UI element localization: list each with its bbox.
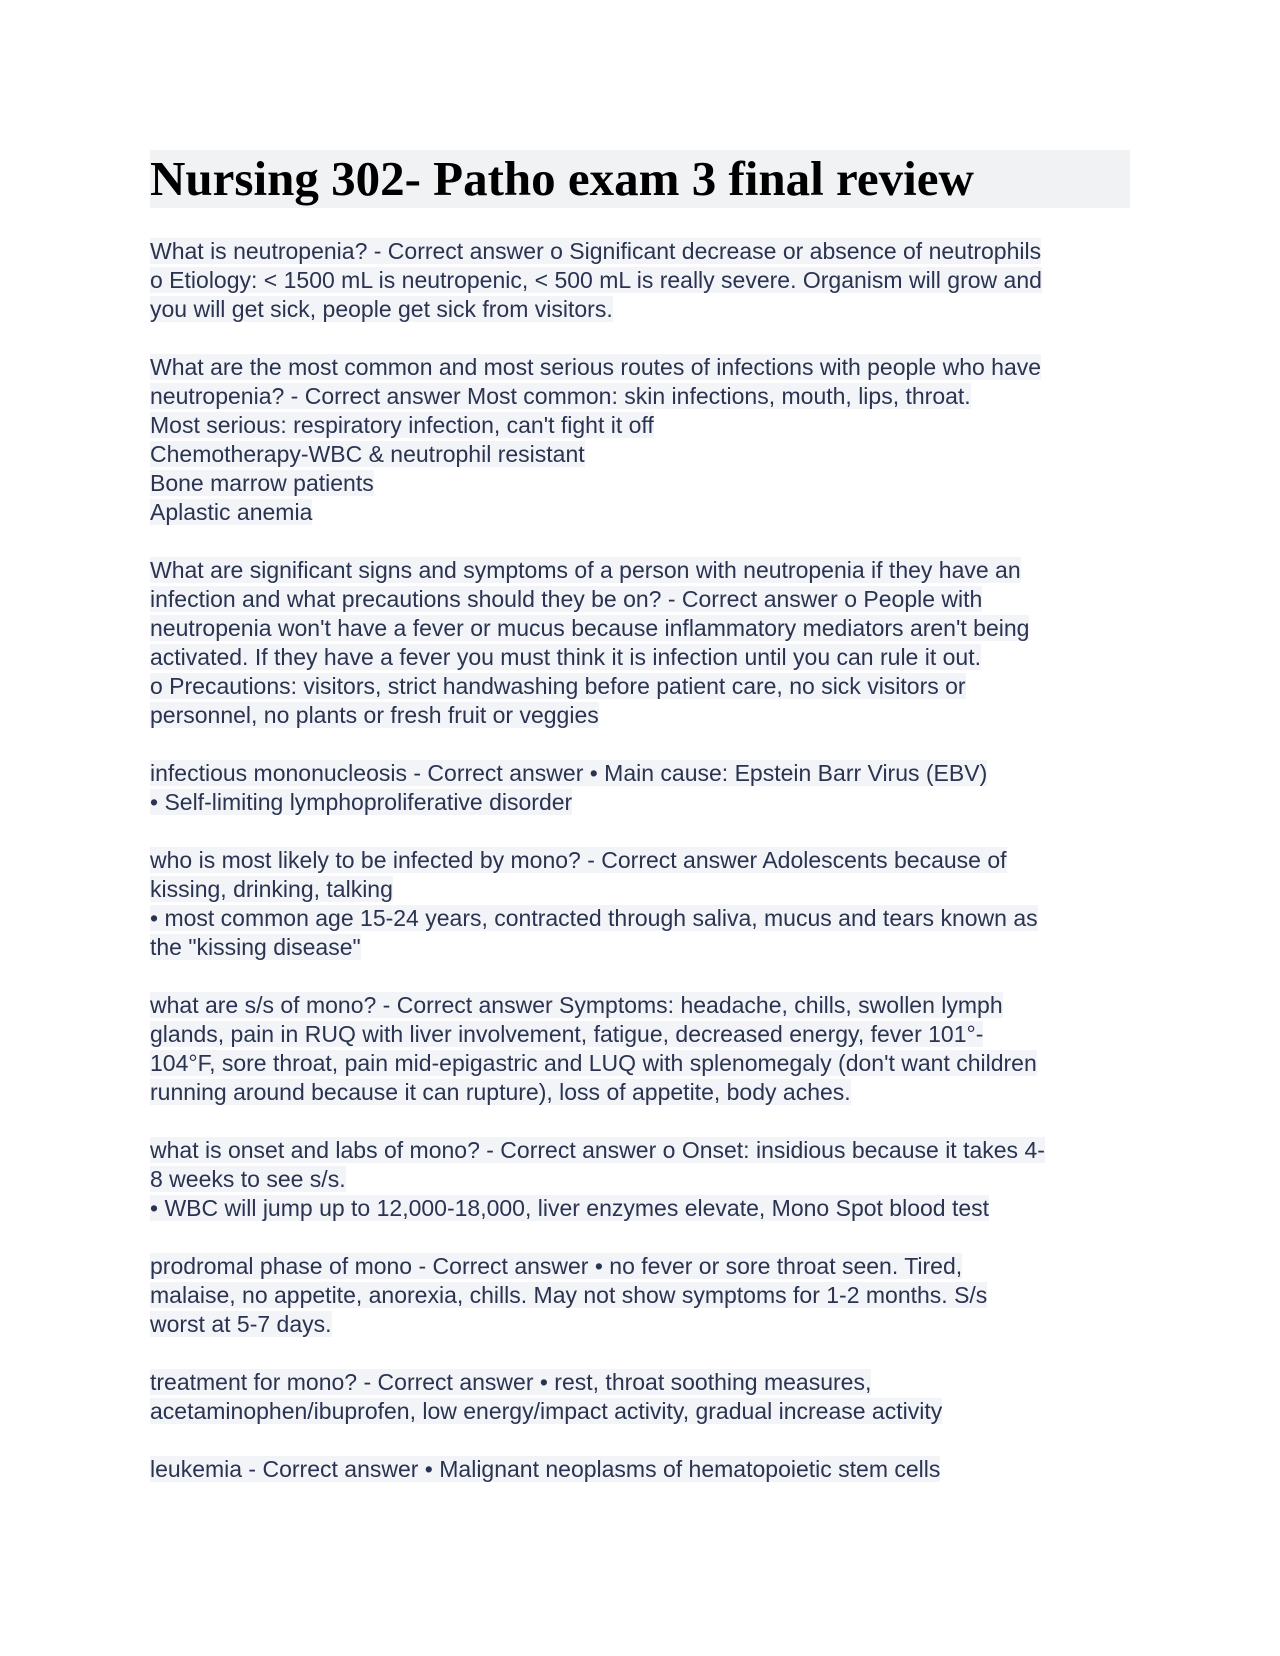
text-line: o Etiology: < 1500 mL is neutropenic, < 500 mL is really severe. Organism will grow and: [150, 267, 1042, 293]
text-line: 8 weeks to see s/s.: [150, 1166, 346, 1192]
text-line: what is onset and labs of mono? - Correct answer o Onset: insidious because it takes 4-: [150, 1137, 1045, 1163]
qa-block-mono-symptoms: [150, 991, 1130, 1107]
text-line: Chemotherapy-WBC & neutrophil resistant: [150, 441, 585, 467]
document-page: [150, 150, 1130, 1513]
text-line: What is neutropenia? - Correct answer o Significant decrease or absence of neutrophils: [150, 238, 1042, 264]
qa-block-neutropenia: [150, 237, 1130, 324]
text-line: who is most likely to be infected by mono? - Correct answer Adolescents because of: [150, 847, 1007, 873]
text-line: personnel, no plants or fresh fruit or veggies: [150, 702, 599, 728]
qa-block-prodromal-phase: [150, 1252, 1130, 1339]
text-line: kissing, drinking, talking: [150, 876, 393, 902]
text-line: the "kissing disease": [150, 934, 361, 960]
text-line: activated. If they have a fever you must think it is infection until you can rule it out.: [150, 644, 981, 670]
text-line: glands, pain in RUQ with liver involvement, fatigue, decreased energy, fever 101°-: [150, 1021, 984, 1047]
qa-block-infection-routes: [150, 353, 1130, 527]
text-line: o Precautions: visitors, strict handwashing before patient care, no sick visitors or: [150, 673, 966, 699]
text-line: Most serious: respiratory infection, can't fight it off: [150, 412, 654, 438]
qa-block-mono-risk: [150, 846, 1130, 962]
text-line: infection and what precautions should they be on? - Correct answer o People with: [150, 586, 983, 612]
qa-block-signs-precautions: [150, 556, 1130, 730]
qa-block-mononucleosis: [150, 759, 1130, 817]
text-line: malaise, no appetite, anorexia, chills. May not show symptoms for 1-2 months. S/s: [150, 1282, 988, 1308]
text-line: you will get sick, people get sick from visitors.: [150, 296, 613, 322]
text-line: What are significant signs and symptoms of a person with neutropenia if they have an: [150, 557, 1021, 583]
text-line: 104°F, sore throat, pain mid-epigastric and LUQ with splenomegaly (don't want children: [150, 1050, 1037, 1076]
text-line: Bone marrow patients: [150, 470, 374, 496]
text-line: infectious mononucleosis - Correct answer • Main cause: Epstein Barr Virus (EBV): [150, 760, 988, 786]
text-line: • WBC will jump up to 12,000-18,000, liver enzymes elevate, Mono Spot blood test: [150, 1195, 990, 1221]
page-title: Nursing 302- Patho exam 3 final review: [150, 150, 1130, 208]
qa-block-mono-treatment: [150, 1368, 1130, 1426]
text-line: • most common age 15-24 years, contracted through saliva, mucus and tears known as: [150, 905, 1038, 931]
qa-block-mono-onset-labs: [150, 1136, 1130, 1223]
text-line: acetaminophen/ibuprofen, low energy/impact activity, gradual increase activity: [150, 1398, 943, 1424]
text-line: worst at 5-7 days.: [150, 1311, 332, 1337]
text-line: • Self-limiting lymphoproliferative disorder: [150, 789, 573, 815]
text-line: treatment for mono? - Correct answer • rest, throat soothing measures,: [150, 1369, 872, 1395]
text-line: neutropenia won't have a fever or mucus because inflammatory mediators aren't being: [150, 615, 1030, 641]
text-line: Aplastic anemia: [150, 499, 313, 525]
text-line: leukemia - Correct answer • Malignant neoplasms of hematopoietic stem cells: [150, 1456, 941, 1482]
text-line: neutropenia? - Correct answer Most common: skin infections, mouth, lips, throat.: [150, 383, 971, 409]
text-line: running around because it can rupture), loss of appetite, body aches.: [150, 1079, 851, 1105]
text-line: what are s/s of mono? - Correct answer Symptoms: headache, chills, swollen lymph: [150, 992, 1003, 1018]
qa-block-leukemia: [150, 1455, 1130, 1484]
text-line: What are the most common and most serious routes of infections with people who have: [150, 354, 1042, 380]
text-line: prodromal phase of mono - Correct answer • no fever or sore throat seen. Tired,: [150, 1253, 963, 1279]
